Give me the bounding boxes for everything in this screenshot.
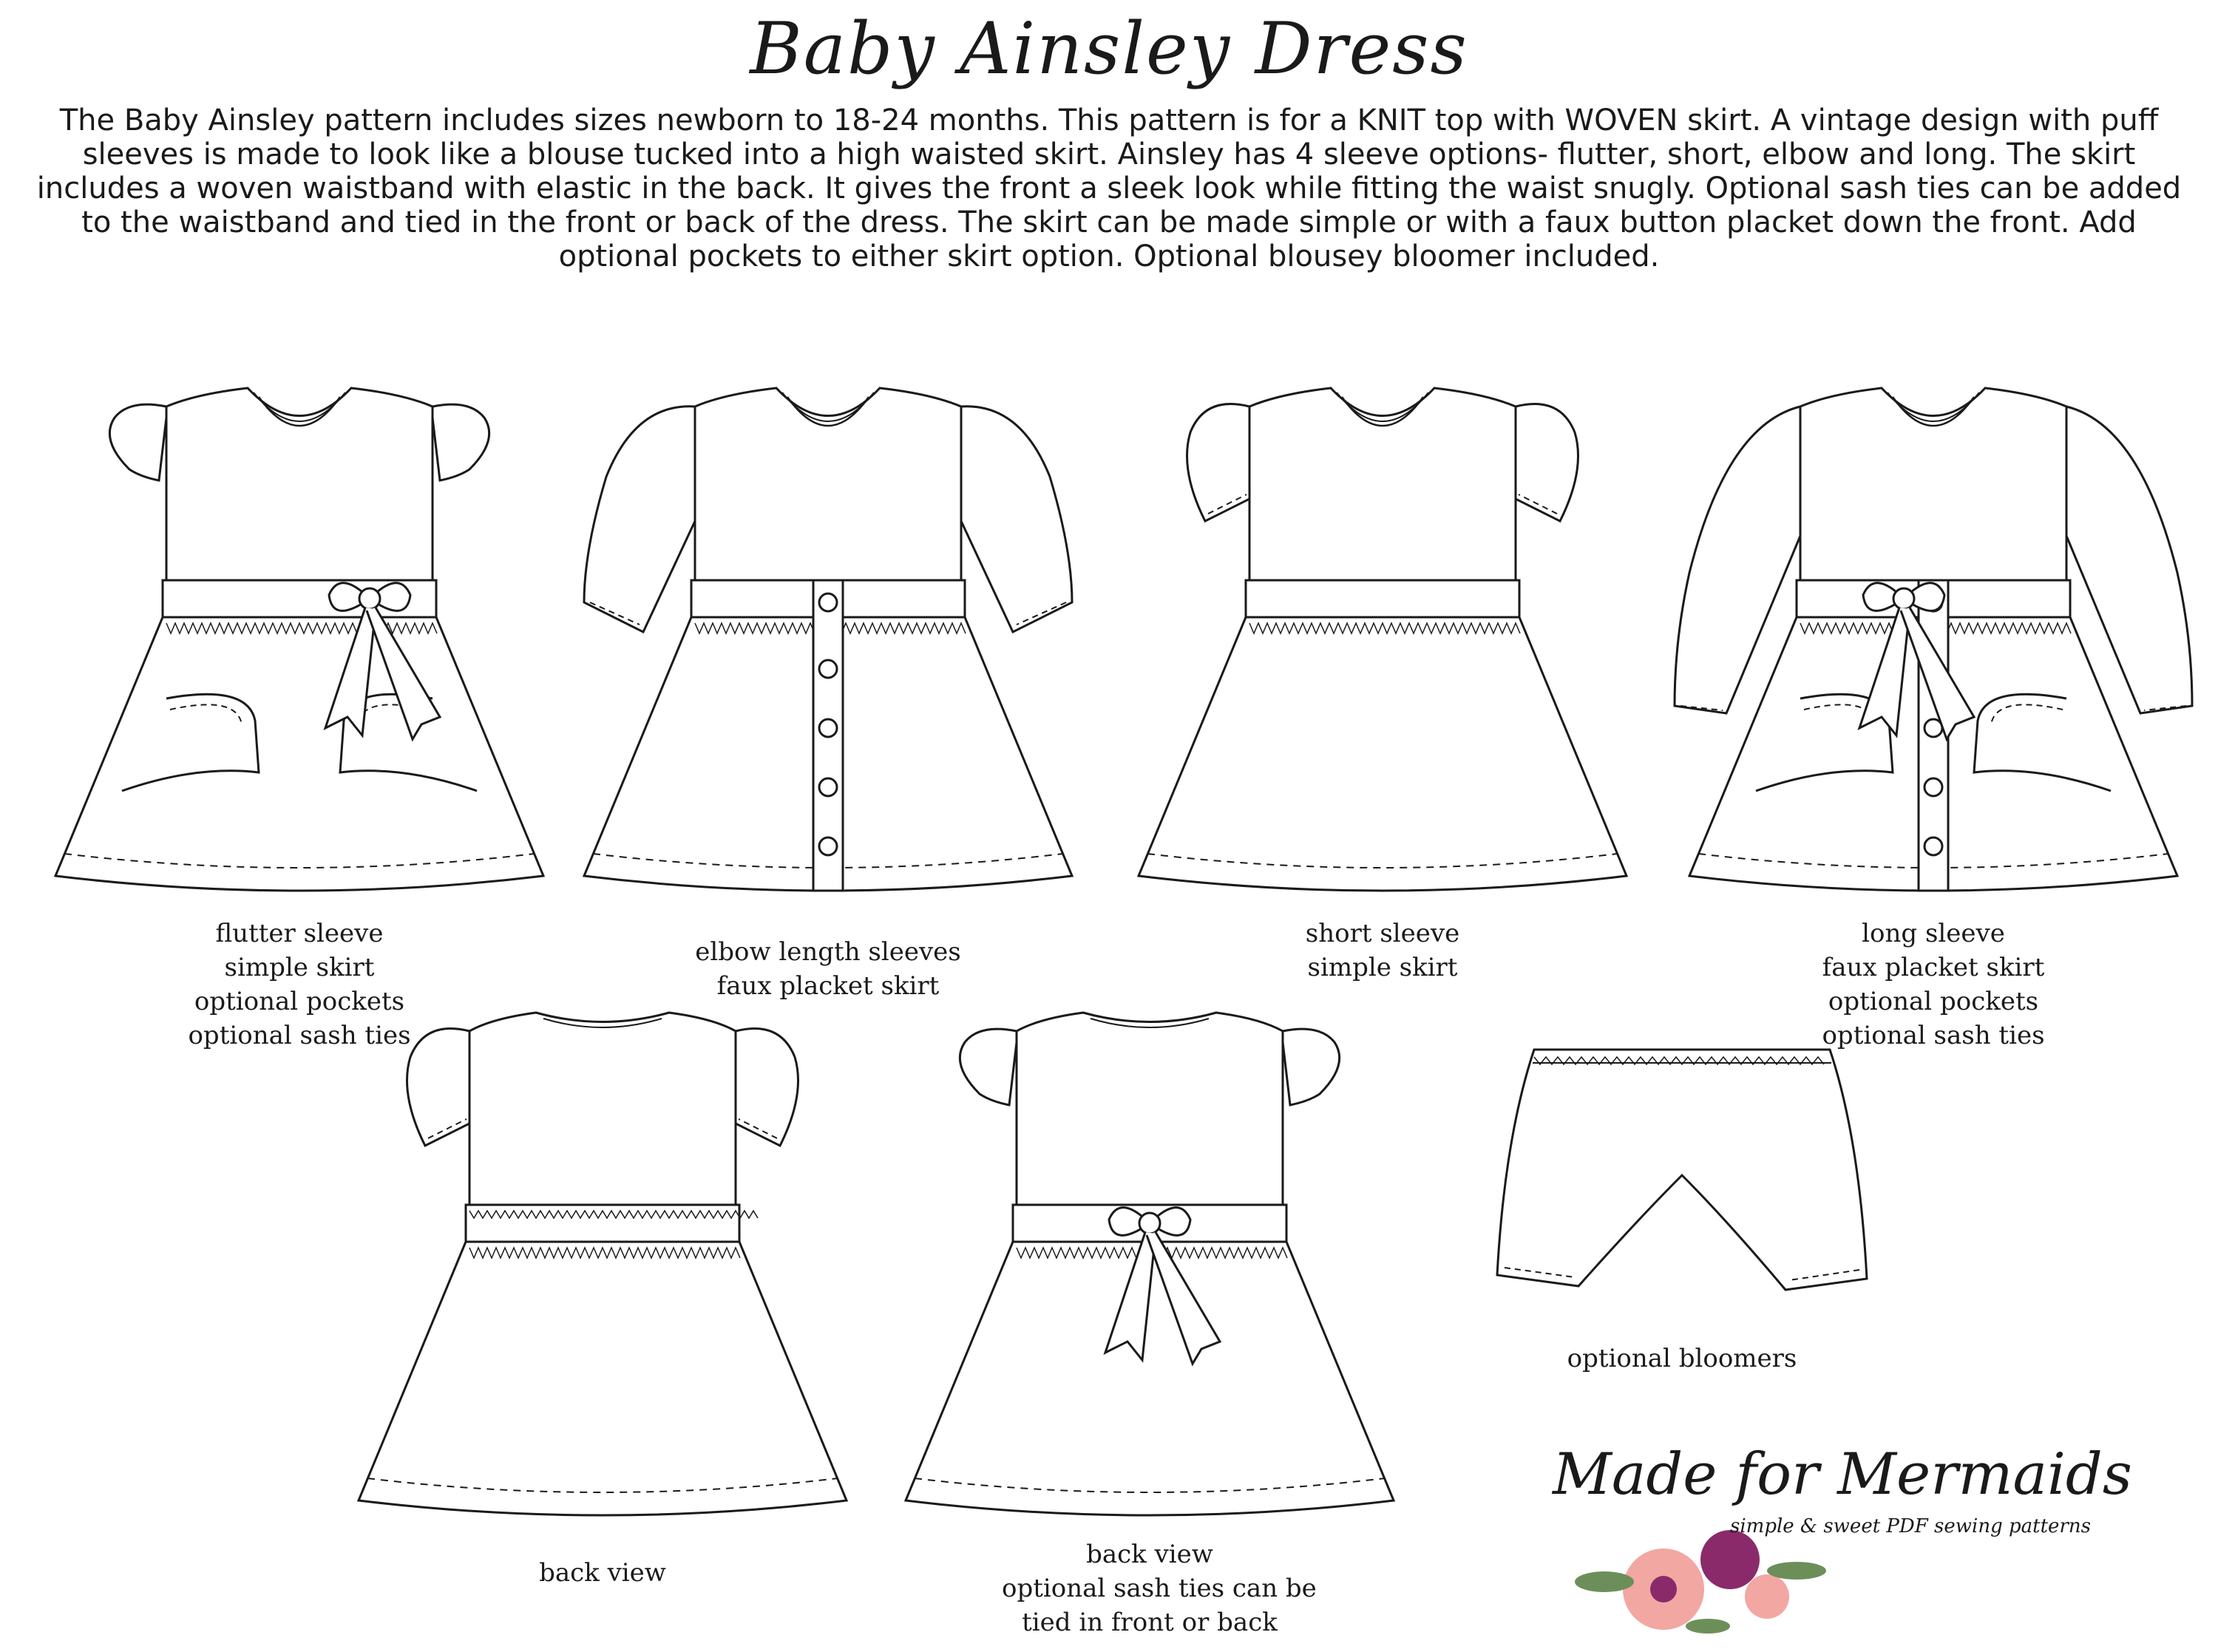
caption-short: short sleeve simple skirt: [1305, 919, 1460, 982]
caption-flutter: flutter sleeve simple skirt optional pockets optional sash ties: [188, 919, 411, 1050]
caption-bloomers: optional bloomers: [1567, 1344, 1797, 1373]
dress-elbow-sleeves: [584, 388, 1072, 891]
dress-short-sleeve: [1139, 388, 1627, 891]
caption-long: long sleeve faux placket skirt optional pockets optional sash ties: [1822, 919, 2045, 1050]
description-line: sleeves is made to look like a blouse tucked into a high waisted skirt. Ainsley has 4 sleeve options- flutter, short, elbow and long. The skirt: [82, 137, 2136, 171]
caption-elbow: elbow length sleeves faux placket skirt: [695, 937, 961, 1001]
bloomers: [1497, 1050, 1867, 1290]
dress-back-sash: [906, 1013, 1394, 1515]
dress-long-sleeve: [1675, 388, 2192, 891]
dress-flutter-sleeve: [55, 388, 543, 891]
description-line: to the waistband and tied in the front or back of the dress. The skirt can be made simple or with a faux button placket down the front. Add: [81, 205, 2137, 239]
dress-back-view: [359, 1013, 847, 1515]
brand-logo: [1538, 1441, 2132, 1634]
caption-back: back view: [539, 1558, 666, 1588]
description-line: includes a woven waistband with elastic in the back. It gives the front a sleek look while fitting the waist snugly. Optional sash ties can be added: [36, 171, 2182, 205]
description-line: optional pockets to either skirt option. Optional blousey bloomer included.: [558, 239, 1660, 273]
page-title: Baby Ainsley Dress: [750, 7, 1468, 90]
logo-tagline: simple & sweet PDF sewing patterns: [1730, 1515, 2091, 1537]
description-line: The Baby Ainsley pattern includes sizes newborn to 18-24 months. This pattern is for a KNIT top with WOVEN skirt. A vintage design with puff: [59, 103, 2159, 137]
logo-name: Made for Mermaids: [1553, 1441, 2132, 1508]
caption-back-sash: back view optional sash ties can be tied in front or back: [1002, 1540, 1317, 1637]
